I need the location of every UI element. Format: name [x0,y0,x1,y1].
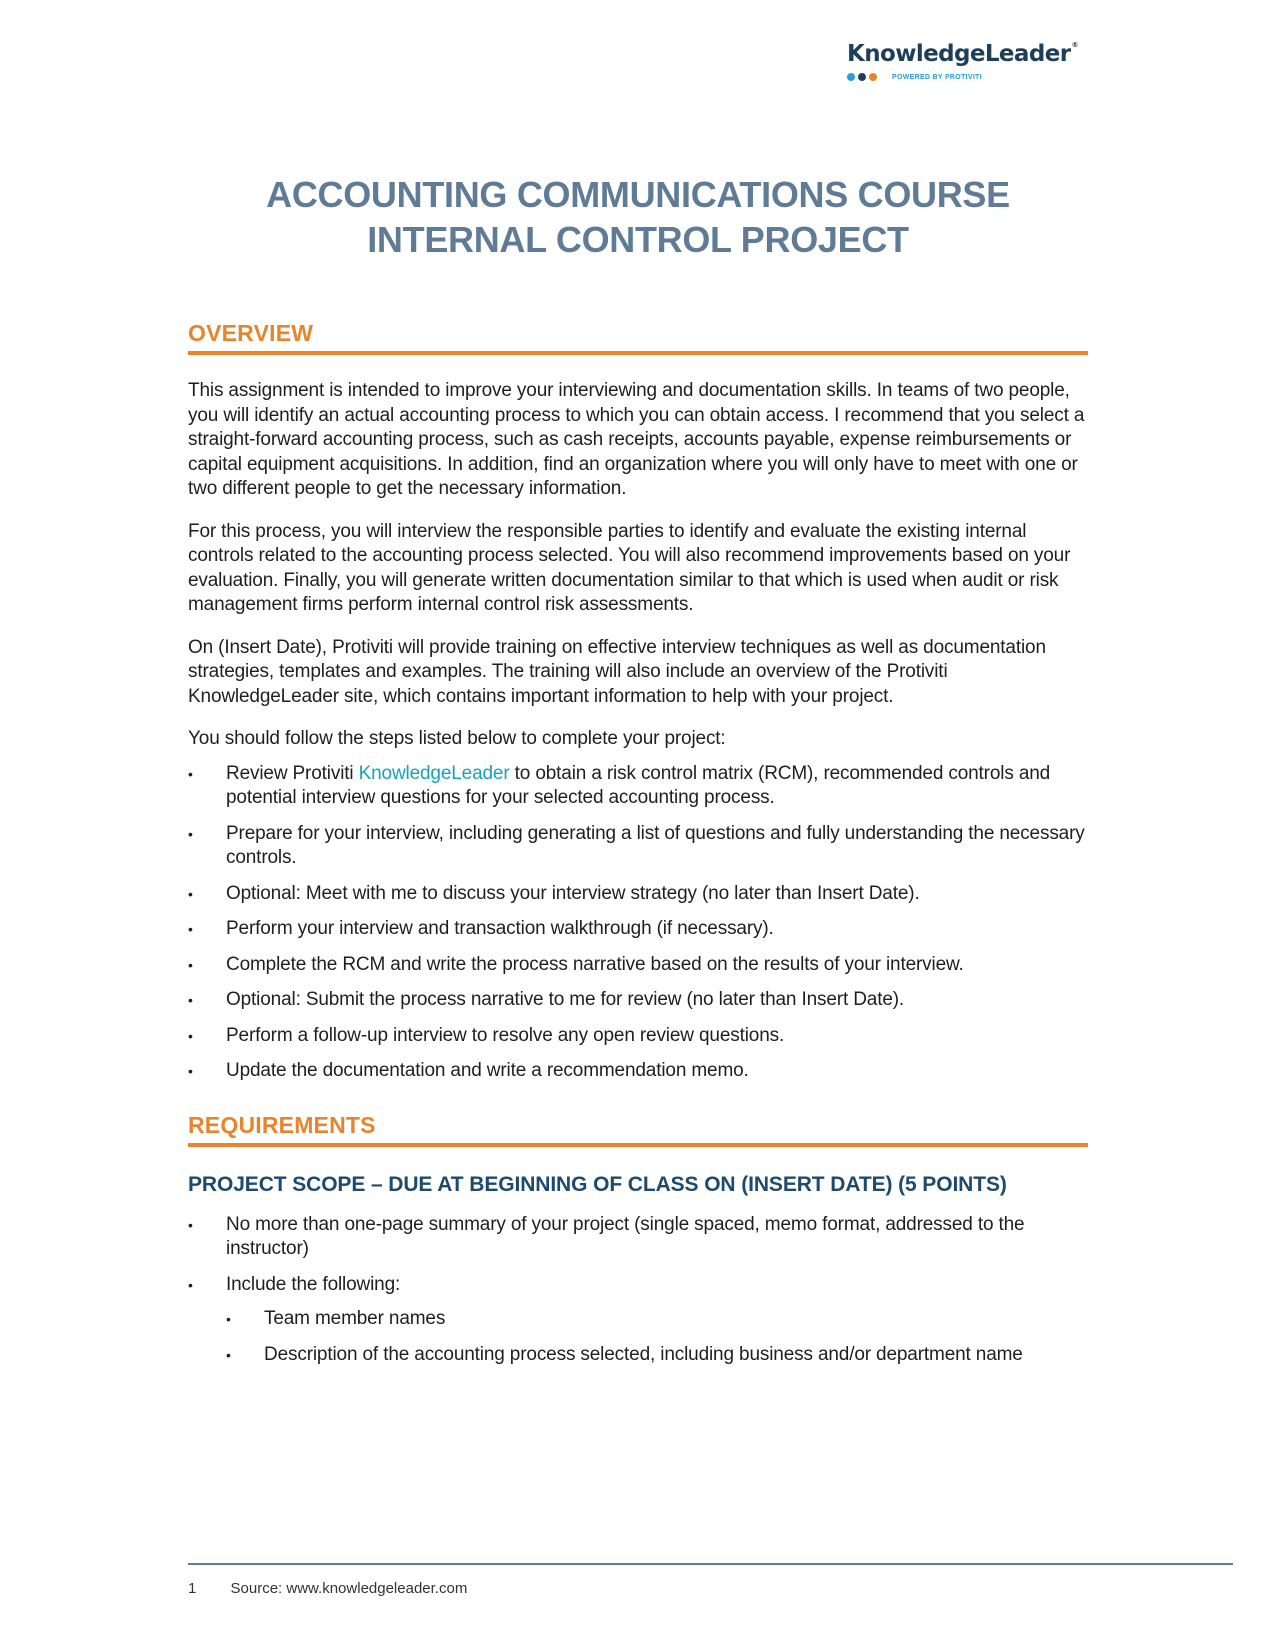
logo-dot-navy [858,73,866,81]
bullet-marker: • [188,1063,193,1079]
requirements-heading: REQUIREMENTS [188,1112,1088,1147]
knowledgeleader-link[interactable]: KnowledgeLeader [358,762,510,784]
document-title [188,172,1088,262]
logo-wordmark: KnowledgeLeader® [847,41,1078,67]
bullet-marker: • [188,765,193,782]
bullet-marker: • [188,992,193,1008]
registered-mark: ® [1071,41,1078,49]
project-scope-heading: PROJECT SCOPE – DUE AT BEGINNING OF CLASS ON (INSERT DATE) (5 POINTS) [188,1172,1007,1196]
step-item: • Update the documentation and write a recommendation memo. [188,1059,1088,1084]
logo-tagline-row [847,73,1087,81]
bullet-marker: • [188,1027,193,1044]
bullet-marker: • [188,825,193,842]
step-item: • Optional: Meet with me to discuss your interview strategy (no later than Insert Date). [188,882,1088,907]
logo-tagline: POWERED BY PROTIVITI [892,73,982,81]
bullet-marker: • [188,921,193,937]
bullet-marker: • [226,1311,231,1327]
overview-paragraph-2: For this process, you will interview the responsible parties to identify and evaluate the existing internal controls related to the accounting process selected. You will also recommend improvements based on your evaluation. Finally, you will generate written documentation similar to that which is used when audit or risk management firms perform internal control risk assessments. [188,520,1071,615]
overview-paragraph-3: On (Insert Date), Protiviti will provide training on effective interview techniques as well as documentation strategies, templates and examples. The training will also include an overview of the Protiviti KnowledgeLeader site, which contains important information to help with your project. [188,636,1046,707]
footer-source: Source: www.knowledgeleader.com [230,1580,468,1597]
step-item: • Review Protiviti KnowledgeLeader to obtain a risk control matrix (RCM), recommended controls and potential interview questions for your selected accounting process. [188,762,1051,808]
scope-list [188,1213,1088,1368]
logo-dot-blue [847,73,855,81]
logo-dot-orange [869,73,877,81]
step-item: • Perform your interview and transaction walkthrough (if necessary). [188,917,1088,942]
step-item: • Optional: Submit the process narrative to me for review (no later than Insert Date). [188,988,1088,1013]
scope-sublist [226,1307,1088,1367]
scope-subitem: • Team member names [226,1307,1088,1332]
overview-heading: OVERVIEW [188,320,1088,355]
overview-paragraph-1: This assignment is intended to improve your interviewing and documentation skills. In teams of two people, you will identify an actual accounting process to which you can obtain access. I recommend that you select a straight-forward accounting process, such as cash receipts, accounts payable, expense reimbursements or capital equipment acquisitions. In addition, find an organization where you will only have to meet with one or two different people to get the necessary information. [188,380,1085,499]
title-line-1: ACCOUNTING COMMUNICATIONS COURSE [266,174,1010,215]
knowledgeleader-logo [847,41,1087,93]
step-item: • Perform a follow-up interview to resolve any open review questions. [188,1024,1088,1049]
bullet-marker: • [188,1276,193,1293]
scope-subitem: • Description of the accounting process selected, including business and/or department name [226,1343,1088,1368]
scope-item: • Include the following: • Team member names • Description of the accounting process selected, including business and/or department name [188,1273,1088,1368]
scope-item: • No more than one-page summary of your project (single spaced, memo format, addressed to the instructor) [188,1213,1025,1259]
step-item: • Prepare for your interview, including generating a list of questions and fully understanding the necessary controls. [188,822,1085,868]
page-number: 1 [188,1580,197,1597]
document-body [188,320,1088,1378]
bullet-marker: • [226,1346,231,1363]
bullet-marker: • [188,1216,193,1233]
bullet-marker: • [188,885,193,902]
steps-list [188,762,1088,1084]
step-item: • Complete the RCM and write the process narrative based on the results of your interview. [188,953,1088,978]
footer-divider [188,1563,1233,1565]
title-line-2: INTERNAL CONTROL PROJECT [367,219,909,260]
bullet-marker: • [188,956,193,973]
steps-intro: You should follow the steps listed below to complete your project: [188,728,726,749]
page-footer [188,1580,467,1597]
